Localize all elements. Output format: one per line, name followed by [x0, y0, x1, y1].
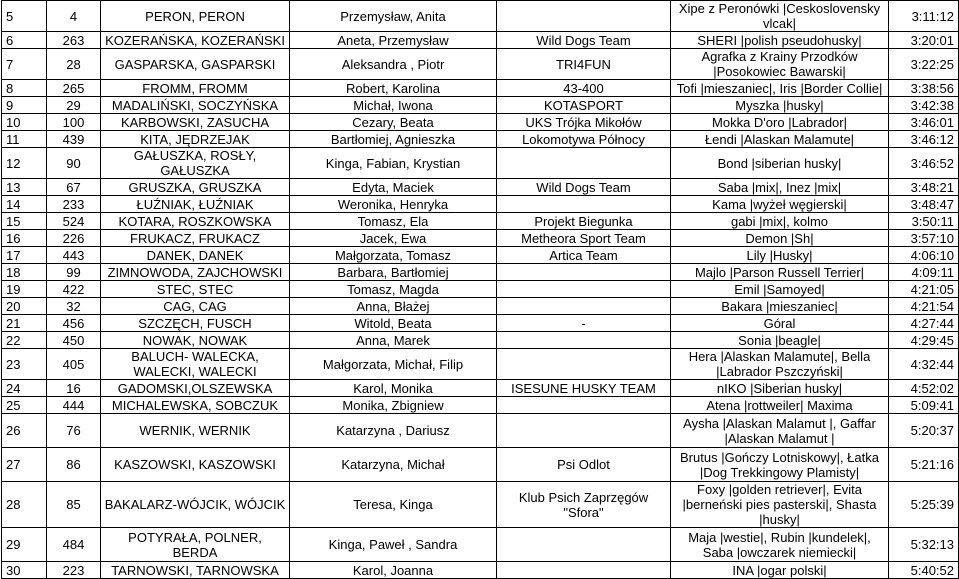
club-cell: [497, 528, 671, 562]
team-cell: GRUSZKA, GRUSZKA: [101, 179, 290, 196]
team-cell: KASZOWSKI, KASZOWSKI: [101, 448, 290, 482]
team-cell: SZCZĘCH, FUSCH: [101, 315, 290, 332]
bib-cell: 100: [47, 114, 101, 131]
team-cell: ZIMNOWODA, ZAJCHOWSKI: [101, 264, 290, 281]
place-cell: 28: [2, 482, 47, 528]
dogs-cell: Tofi |mieszaniec|, Iris |Border Collie|: [671, 80, 889, 97]
time-cell: 5:40:52: [889, 562, 959, 579]
bib-cell: 450: [47, 332, 101, 349]
dogs-cell: Mokka D'oro |Labrador|: [671, 114, 889, 131]
dogs-cell: Demon |Sh|: [671, 230, 889, 247]
dogs-cell: Saba |mix|, Inez |mix|: [671, 179, 889, 196]
bib-cell: 223: [47, 562, 101, 579]
club-cell: Psi Odlot: [497, 448, 671, 482]
bib-cell: 90: [47, 148, 101, 179]
club-cell: [497, 264, 671, 281]
dogs-cell: Bakara |mieszaniec|: [671, 298, 889, 315]
club-cell: TRI4FUN: [497, 49, 671, 80]
names-cell: Anna, Błażej: [290, 298, 497, 315]
names-cell: Michał, Iwona: [290, 97, 497, 114]
bib-cell: 16: [47, 380, 101, 397]
team-cell: DANEK, DANEK: [101, 247, 290, 264]
dogs-cell: Emil |Samoyed|: [671, 281, 889, 298]
time-cell: 3:48:47: [889, 196, 959, 213]
place-cell: 16: [2, 230, 47, 247]
place-cell: 7: [2, 49, 47, 80]
time-cell: 5:20:37: [889, 414, 959, 448]
club-cell: Projekt Biegunka: [497, 213, 671, 230]
table-row: [2, 264, 959, 281]
time-cell: 4:09:11: [889, 264, 959, 281]
time-cell: 3:38:56: [889, 80, 959, 97]
names-cell: Kinga, Fabian, Krystian: [290, 148, 497, 179]
place-cell: 22: [2, 332, 47, 349]
time-cell: 5:21:16: [889, 448, 959, 482]
dogs-cell: Łendi |Alaskan Malamute|: [671, 131, 889, 148]
table-row: [2, 482, 959, 528]
place-cell: 24: [2, 380, 47, 397]
table-row: [2, 80, 959, 97]
team-cell: WERNIK, WERNIK: [101, 414, 290, 448]
place-cell: 17: [2, 247, 47, 264]
dogs-cell: Majlo |Parson Russell Terrier|: [671, 264, 889, 281]
time-cell: 4:06:10: [889, 247, 959, 264]
names-cell: Katarzyna , Dariusz: [290, 414, 497, 448]
team-cell: POTYRAŁA, POLNER, BERDA: [101, 528, 290, 562]
bib-cell: 233: [47, 196, 101, 213]
dogs-cell: Foxy |golden retriever|, Evita |berneński pies pasterski|, Shasta |husky|: [671, 482, 889, 528]
bib-cell: 76: [47, 414, 101, 448]
place-cell: 5: [2, 1, 47, 32]
place-cell: 20: [2, 298, 47, 315]
place-cell: 27: [2, 448, 47, 482]
club-cell: [497, 196, 671, 213]
place-cell: 8: [2, 80, 47, 97]
place-cell: 25: [2, 397, 47, 414]
club-cell: [497, 397, 671, 414]
club-cell: [497, 148, 671, 179]
bib-cell: 263: [47, 32, 101, 49]
team-cell: KARBOWSKI, ZASUCHA: [101, 114, 290, 131]
bib-cell: 29: [47, 97, 101, 114]
table-row: [2, 528, 959, 562]
time-cell: 5:09:41: [889, 397, 959, 414]
time-cell: 3:11:12: [889, 1, 959, 32]
bib-cell: 85: [47, 482, 101, 528]
dogs-cell: Myszka |husky|: [671, 97, 889, 114]
time-cell: 3:46:12: [889, 131, 959, 148]
club-cell: Klub Psich Zaprzęgów "Sfora": [497, 482, 671, 528]
dogs-cell: Maja |westie|, Rubin |kundelek|, Saba |owczarek niemiecki|: [671, 528, 889, 562]
table-row: [2, 414, 959, 448]
time-cell: 4:21:54: [889, 298, 959, 315]
team-cell: PERON, PERON: [101, 1, 290, 32]
place-cell: 18: [2, 264, 47, 281]
team-cell: BAKALARZ-WÓJCIK, WÓJCIK: [101, 482, 290, 528]
bib-cell: 265: [47, 80, 101, 97]
dogs-cell: Kama |wyżeł węgierski|: [671, 196, 889, 213]
team-cell: KOZERAŃSKA, KOZERAŃSKI: [101, 32, 290, 49]
club-cell: Wild Dogs Team: [497, 32, 671, 49]
place-cell: 11: [2, 131, 47, 148]
team-cell: KITA, JĘDRZEJAK: [101, 131, 290, 148]
dogs-cell: Aysha |Alaskan Malamut |, Gaffar |Alaskan Malamut |: [671, 414, 889, 448]
bib-cell: 405: [47, 349, 101, 380]
names-cell: Aneta, Przemysław: [290, 32, 497, 49]
table-row: [2, 298, 959, 315]
results-table: [1, 0, 959, 579]
time-cell: 5:25:39: [889, 482, 959, 528]
dogs-cell: Lily |Husky|: [671, 247, 889, 264]
time-cell: 4:27:44: [889, 315, 959, 332]
dogs-cell: INA |ogar polski|: [671, 562, 889, 579]
dogs-cell: Góral: [671, 315, 889, 332]
time-cell: 4:52:02: [889, 380, 959, 397]
names-cell: Tomasz, Magda: [290, 281, 497, 298]
team-cell: BALUCH- WALECKA, WALECKI, WALECKI: [101, 349, 290, 380]
dogs-cell: Brutus |Gończy Lotniskowy|, Łatka |Dog Trekkingowy Plamisty|: [671, 448, 889, 482]
team-cell: GASPARSKA, GASPARSKI: [101, 49, 290, 80]
team-cell: STEC, STEC: [101, 281, 290, 298]
bib-cell: 439: [47, 131, 101, 148]
table-row: [2, 332, 959, 349]
club-cell: [497, 332, 671, 349]
club-cell: [497, 1, 671, 32]
place-cell: 26: [2, 414, 47, 448]
names-cell: Edyta, Maciek: [290, 179, 497, 196]
table-row: [2, 397, 959, 414]
club-cell: 43-400: [497, 80, 671, 97]
table-row: [2, 1, 959, 32]
table-row: [2, 247, 959, 264]
table-row: [2, 49, 959, 80]
names-cell: Małgorzata, Michał, Filip: [290, 349, 497, 380]
place-cell: 12: [2, 148, 47, 179]
table-row: [2, 148, 959, 179]
bib-cell: 226: [47, 230, 101, 247]
names-cell: Barbara, Bartłomiej: [290, 264, 497, 281]
time-cell: 3:46:52: [889, 148, 959, 179]
dogs-cell: gabi |mix|, kolmo: [671, 213, 889, 230]
club-cell: [497, 298, 671, 315]
table-row: [2, 315, 959, 332]
team-cell: NOWAK, NOWAK: [101, 332, 290, 349]
bib-cell: 443: [47, 247, 101, 264]
table-row: [2, 230, 959, 247]
table-row: [2, 196, 959, 213]
dogs-cell: Xipe z Peronówki |Ceskoslovensky vlcak|: [671, 1, 889, 32]
time-cell: 3:48:21: [889, 179, 959, 196]
dogs-cell: nIKO |Siberian husky|: [671, 380, 889, 397]
names-cell: Tomasz, Ela: [290, 213, 497, 230]
team-cell: GAŁUSZKA, ROSŁY, GAŁUSZKA: [101, 148, 290, 179]
team-cell: KOTARA, ROSZKOWSKA: [101, 213, 290, 230]
table-row: [2, 448, 959, 482]
names-cell: Jacek, Ewa: [290, 230, 497, 247]
table-row: [2, 349, 959, 380]
bib-cell: 99: [47, 264, 101, 281]
names-cell: Witold, Beata: [290, 315, 497, 332]
table-row: [2, 114, 959, 131]
bib-cell: 484: [47, 528, 101, 562]
club-cell: Wild Dogs Team: [497, 179, 671, 196]
club-cell: Metheora Sport Team: [497, 230, 671, 247]
names-cell: Robert, Karolina: [290, 80, 497, 97]
club-cell: [497, 281, 671, 298]
bib-cell: 456: [47, 315, 101, 332]
names-cell: Karol, Monika: [290, 380, 497, 397]
club-cell: ISESUNE HUSKY TEAM: [497, 380, 671, 397]
table-row: [2, 281, 959, 298]
names-cell: Kinga, Paweł , Sandra: [290, 528, 497, 562]
bib-cell: 67: [47, 179, 101, 196]
dogs-cell: Atena |rottweiler| Maxima: [671, 397, 889, 414]
club-cell: -: [497, 315, 671, 332]
club-cell: [497, 349, 671, 380]
names-cell: Teresa, Kinga: [290, 482, 497, 528]
names-cell: Karol, Joanna: [290, 562, 497, 579]
bib-cell: 422: [47, 281, 101, 298]
names-cell: Weronika, Henryka: [290, 196, 497, 213]
place-cell: 10: [2, 114, 47, 131]
team-cell: GADOMSKI,OLSZEWSKA: [101, 380, 290, 397]
place-cell: 6: [2, 32, 47, 49]
club-cell: [497, 414, 671, 448]
place-cell: 30: [2, 562, 47, 579]
dogs-cell: Bond |siberian husky|: [671, 148, 889, 179]
club-cell: KOTASPORT: [497, 97, 671, 114]
club-cell: Artica Team: [497, 247, 671, 264]
club-cell: [497, 562, 671, 579]
bib-cell: 444: [47, 397, 101, 414]
time-cell: 3:20:01: [889, 32, 959, 49]
place-cell: 29: [2, 528, 47, 562]
dogs-cell: Hera |Alaskan Malamute|, Bella |Labrador Pszczyński|: [671, 349, 889, 380]
names-cell: Przemysław, Anita: [290, 1, 497, 32]
place-cell: 15: [2, 213, 47, 230]
bib-cell: 4: [47, 1, 101, 32]
time-cell: 4:29:45: [889, 332, 959, 349]
names-cell: Aleksandra , Piotr: [290, 49, 497, 80]
club-cell: Lokomotywa Północy: [497, 131, 671, 148]
table-row: [2, 213, 959, 230]
team-cell: TARNOWSKI, TARNOWSKA: [101, 562, 290, 579]
place-cell: 13: [2, 179, 47, 196]
bib-cell: 28: [47, 49, 101, 80]
names-cell: Cezary, Beata: [290, 114, 497, 131]
time-cell: 3:50:11: [889, 213, 959, 230]
dogs-cell: Agrafka z Krainy Przodków |Posokowiec Bawarski|: [671, 49, 889, 80]
time-cell: 3:57:10: [889, 230, 959, 247]
place-cell: 9: [2, 97, 47, 114]
dogs-cell: SHERI |polish pseudohusky|: [671, 32, 889, 49]
time-cell: 4:32:44: [889, 349, 959, 380]
team-cell: FRUKACZ, FRUKACZ: [101, 230, 290, 247]
club-cell: UKS Trójka Mikołów: [497, 114, 671, 131]
place-cell: 19: [2, 281, 47, 298]
results-body: [2, 1, 959, 579]
names-cell: Anna, Marek: [290, 332, 497, 349]
table-row: [2, 179, 959, 196]
bib-cell: 86: [47, 448, 101, 482]
table-row: [2, 562, 959, 579]
place-cell: 23: [2, 349, 47, 380]
table-row: [2, 380, 959, 397]
team-cell: MADALIŃSKI, SOCZYŃSKA: [101, 97, 290, 114]
names-cell: Bartłomiej, Agnieszka: [290, 131, 497, 148]
team-cell: FROMM, FROMM: [101, 80, 290, 97]
place-cell: 21: [2, 315, 47, 332]
names-cell: Monika, Zbigniew: [290, 397, 497, 414]
table-row: [2, 32, 959, 49]
table-row: [2, 97, 959, 114]
time-cell: 3:42:38: [889, 97, 959, 114]
bib-cell: 524: [47, 213, 101, 230]
time-cell: 3:46:01: [889, 114, 959, 131]
dogs-cell: Sonia |beagle|: [671, 332, 889, 349]
team-cell: CAG, CAG: [101, 298, 290, 315]
table-row: [2, 131, 959, 148]
names-cell: Małgorzata, Tomasz: [290, 247, 497, 264]
time-cell: 4:21:05: [889, 281, 959, 298]
team-cell: ŁUŹNIAK, ŁUŹNIAK: [101, 196, 290, 213]
bib-cell: 32: [47, 298, 101, 315]
names-cell: Katarzyna, Michał: [290, 448, 497, 482]
time-cell: 5:32:13: [889, 528, 959, 562]
team-cell: MICHALEWSKA, SOBCZUK: [101, 397, 290, 414]
place-cell: 14: [2, 196, 47, 213]
time-cell: 3:22:25: [889, 49, 959, 80]
